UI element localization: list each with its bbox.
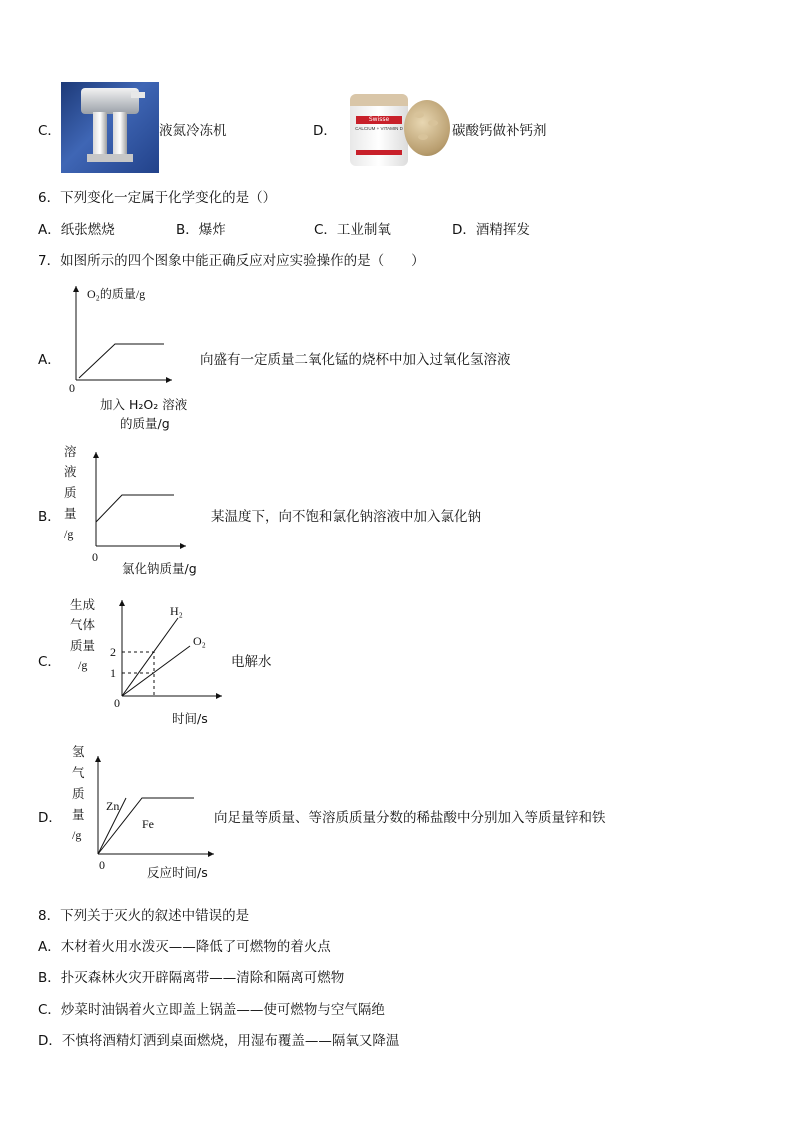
supplement-product-label: CALCIUM + VITAMIN D [355, 126, 403, 131]
q7-a-xlabel-1: 加入 H₂O₂ 溶液 [100, 397, 188, 412]
q7-b-letter: B． [38, 509, 61, 525]
q7-b-ylabel-1: 液 [64, 464, 77, 479]
q5-option-c-text: 液氮冷冻机 [159, 123, 227, 139]
q6-option-c: C．工业制氧 [314, 222, 391, 238]
q6-stem: 6．下列变化一定属于化学变化的是（） [38, 190, 277, 206]
q6-option-b: B．爆炸 [176, 222, 226, 238]
q7-d-origin: 0 [99, 858, 105, 872]
q8-option-a: A．木材着火用水泼灭——降低了可燃物的着火点 [38, 939, 331, 955]
calcium-supplement-image [348, 90, 452, 168]
q7-d-ylabel-1: 气 [72, 765, 85, 780]
q7-stem: 7．如图所示的四个图象中能正确反应对应实验操作的是（ ） [38, 253, 425, 269]
q7-d-ylabel-2: 质 [72, 786, 85, 801]
q7-d-letter: D． [38, 810, 62, 826]
q6-option-d: D．酒精挥发 [452, 222, 530, 238]
q7-c-desc: 电解水 [231, 654, 272, 670]
q7-c-tick-2: 2 [110, 645, 116, 659]
q7-a-curve [79, 344, 164, 378]
q7-b-ylabel-0: 溶 [64, 444, 77, 459]
q7-d-ylabel-3: 量 [72, 807, 85, 822]
q5-option-d-letter: D． [313, 123, 337, 139]
q7-c-origin: 0 [114, 696, 120, 710]
q7-c-letter: C． [38, 654, 61, 670]
q7-c-line-h2 [122, 618, 178, 696]
q7-b-ylabel-2: 质 [64, 485, 77, 500]
q7-c-graph [62, 596, 232, 728]
q7-b-curve [96, 495, 174, 522]
q7-b-origin: 0 [92, 550, 98, 564]
q7-a-letter: A． [38, 352, 61, 368]
q7-c-tick-1: 1 [110, 666, 116, 680]
q7-d-label-zn: Zn [106, 799, 120, 813]
q8-option-b: B．扑灭森林火灾开辟隔离带——清除和隔离可燃物 [38, 970, 345, 986]
q7-c-ylabel-2: 质量 [70, 638, 96, 653]
q7-b-ylabel-4: /g [64, 527, 74, 541]
q7-c-xlabel: 时间/s [172, 711, 208, 726]
q7-a-xlabel-2: 的质量/g [120, 416, 170, 431]
q7-d-xlabel: 反应时间/s [147, 865, 208, 880]
liquid-nitrogen-freezer-image [61, 82, 159, 173]
q6-option-a: A．纸张燃烧 [38, 222, 115, 238]
q7-a-ylabel: O₂的质量/g [87, 287, 146, 301]
q8-option-c: C．炒菜时油锅着火立即盖上锅盖——使可燃物与空气隔绝 [38, 1002, 385, 1018]
q5-option-d-text: 碳酸钙做补钙剂 [452, 123, 547, 139]
q7-a-origin: 0 [69, 381, 75, 395]
q8-stem: 8．下列关于灭火的叙述中错误的是 [38, 908, 250, 924]
q7-b-desc: 某温度下，向不饱和氯化钠溶液中加入氯化钠 [211, 509, 481, 525]
q7-c-label-h2: H₂ [170, 604, 183, 618]
q7-b-graph [58, 440, 218, 580]
q7-b-ylabel-3: 量 [64, 506, 77, 521]
q5-option-c-letter: C． [38, 123, 61, 139]
q8-option-d: D．不慎将酒精灯洒到桌面燃烧，用湿布覆盖——隔氧又降温 [38, 1033, 400, 1049]
q7-c-line-o2 [122, 646, 190, 696]
q7-b-xlabel: 氯化钠质量/g [122, 561, 197, 576]
q7-a-desc: 向盛有一定质量二氧化锰的烧杯中加入过氧化氢溶液 [200, 352, 511, 368]
q7-d-graph [64, 742, 234, 884]
q7-a-graph [60, 282, 190, 442]
q7-c-label-o2: O₂ [193, 634, 206, 648]
supplement-brand-label: Swisse [356, 116, 402, 124]
q7-d-ylabel-4: /g [72, 828, 82, 842]
q7-d-desc: 向足量等质量、等溶质质量分数的稀盐酸中分别加入等质量锌和铁 [214, 810, 606, 826]
q7-d-label-fe: Fe [142, 817, 154, 831]
q7-c-ylabel-3: /g [78, 658, 88, 672]
q7-d-ylabel-0: 氢 [72, 744, 85, 759]
q7-c-ylabel-0: 生成 [70, 597, 96, 612]
q7-c-ylabel-1: 气体 [70, 617, 96, 632]
